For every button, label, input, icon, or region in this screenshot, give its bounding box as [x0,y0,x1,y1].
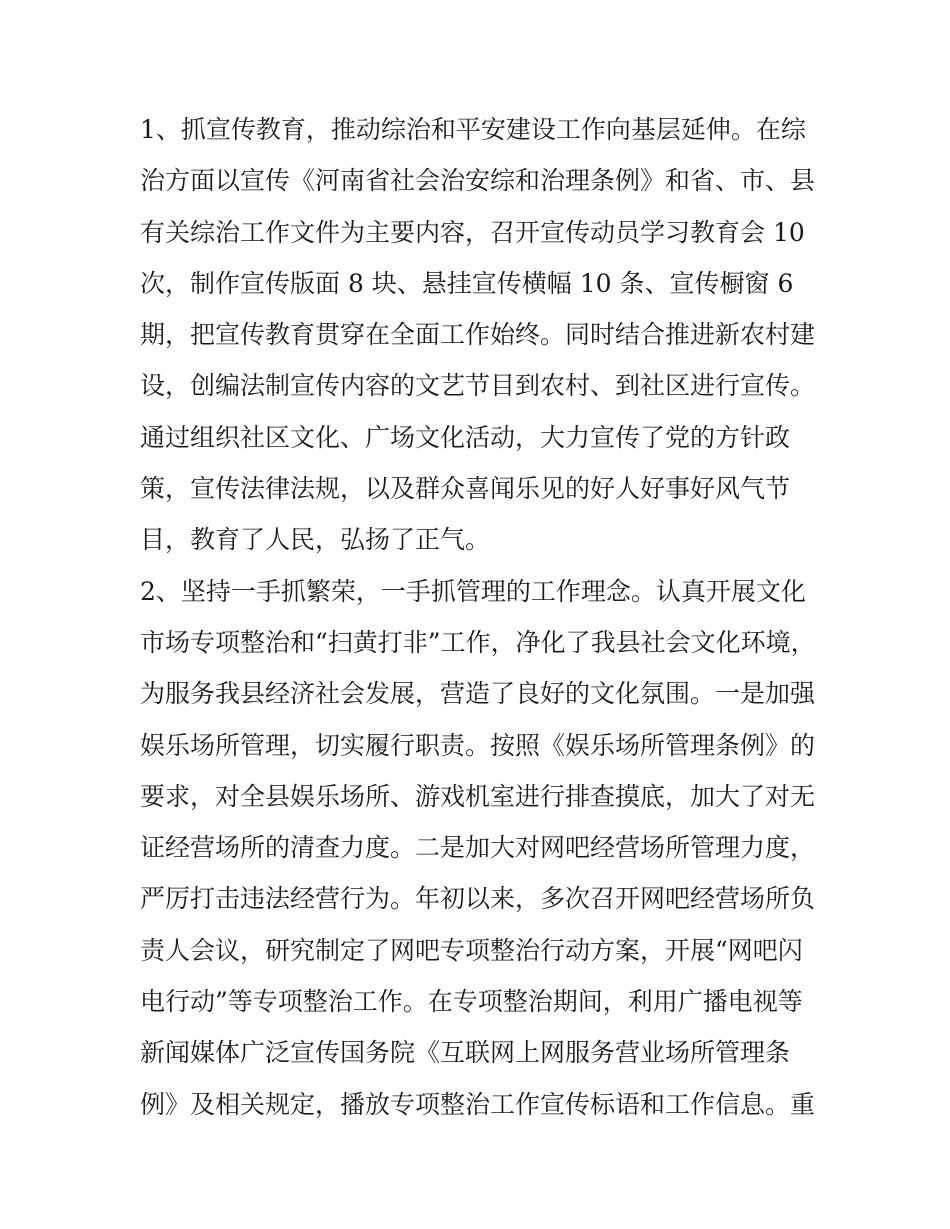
text-line: 有关综治工作文件为主要内容，召开宣传动员学习教育会 10 [140,217,805,247]
text-line: 责人会议，研究制定了网吧专项整治行动方案，开展“网吧闪 [140,935,803,965]
text-line: 严厉打击违法经营行为。年初以来，多次召开网吧经营场所负 [140,884,816,914]
text-line: 次，制作宣传版面 8 块、悬挂宣传横幅 10 条、宣传橱窗 6 [140,268,794,298]
text-line: 策，宣传法律法规，以及群众喜闻乐见的好人好事好风气节 [140,474,791,504]
body-text [140,104,830,1130]
text-line: 例》及相关规定，播放专项整治工作宣传标语和工作信息。重 [140,1089,816,1119]
text-line: 为服务我县经济社会发展，营造了良好的文化氛围。一是加强 [140,679,816,709]
text-line: 通过组织社区文化、广场文化活动，大力宣传了党的方针政 [140,422,791,452]
text-line: 期，把宣传教育贯穿在全面工作始终。同时结合推进新农村建 [140,320,816,350]
text-line: 证经营场所的清查力度。二是加大对网吧经营场所管理力度， [140,833,816,863]
text-line: 治方面以宣传《河南省社会治安综和治理条例》和省、市、县 [140,166,816,196]
text-line: 目，教育了人民，弘扬了正气。 [140,525,491,555]
text-line: 要求，对全县娱乐场所、游戏机室进行排查摸底，加大了对无 [140,781,816,811]
text-line: 新闻媒体广泛宣传国务院《互联网上网服务营业场所管理条 [140,1038,791,1068]
text-line: 市场专项整治和“扫黄打非”工作，净化了我县社会文化环境， [140,627,816,657]
text-line: 娱乐场所管理，切实履行职责。按照《娱乐场所管理条例》的 [140,730,816,760]
text-line: 设，创编法制宣传内容的文艺节目到农村、到社区进行宣传。 [140,371,816,401]
text-line: 2、坚持一手抓繁荣，一手抓管理的工作理念。认真开展文化 [140,576,806,606]
text-line: 1、抓宣传教育，推动综治和平安建设工作向基层延伸。在综 [140,115,806,144]
text-line: 电行动”等专项整治工作。在专项整治期间，利用广播电视等 [140,987,803,1017]
